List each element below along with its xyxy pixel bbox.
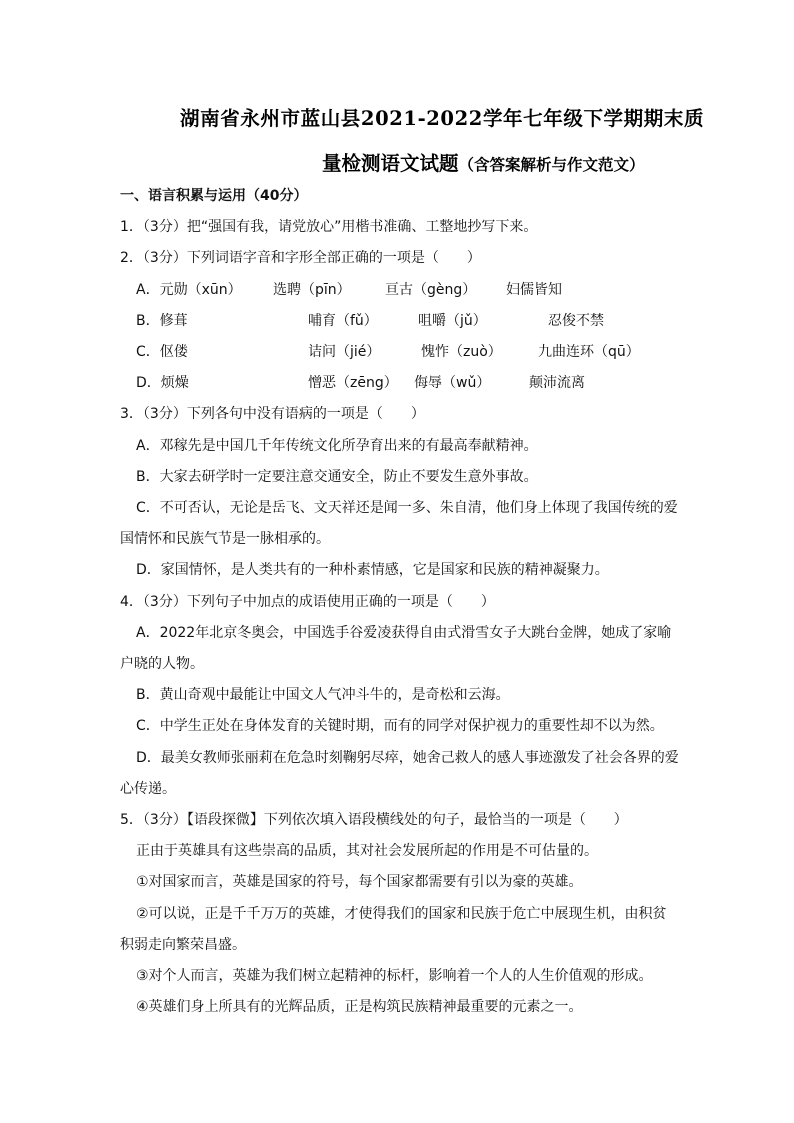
q2-option-d-word1: D．烦燥 xyxy=(136,375,189,391)
q2-option-b-word2: 哺育（fǔ） xyxy=(308,313,378,329)
q2-option-c-word2: 诘问（jié） xyxy=(308,344,381,360)
q2-option-a-word1: A．元勋（xūn） xyxy=(136,282,242,298)
q5-sentence-2-line2: 积弱走向繁荣昌盛。 xyxy=(120,937,246,953)
q3-option-a: A．邓稼先是中国几千年传统文化所孕育出来的有最高奉献精神。 xyxy=(136,438,538,454)
question-2-stem: 2．（3分）下列词语字音和字形全部正确的一项是（ ） xyxy=(120,250,481,266)
q2-option-b-word4: 忍俊不禁 xyxy=(548,313,604,329)
question-5-stem: 5．（3分）【语段探微】下列依次填入语段横线处的句子，最恰当的一项是（ ） xyxy=(120,812,628,828)
q5-passage-intro: 正由于英雄具有这些崇高的品质，其对社会发展所起的作用是不可估量的。 xyxy=(136,843,598,859)
q4-option-c: C．中学生正处在身体发育的关键时期，而有的同学对保护视力的重要性却不以为然。 xyxy=(136,718,664,734)
question-4-stem: 4．（3分）下列句子中加点的成语使用正确的一项是（ ） xyxy=(120,594,495,610)
q2-option-d-word3: 侮辱（wǔ） xyxy=(414,375,491,391)
q4-option-d-line2: 心传递。 xyxy=(120,781,176,797)
q3-option-c-line1: C．不可否认，无论是岳飞、文天祥还是闻一多、朱自清，他们身上体现了我国传统的爱 xyxy=(136,500,678,516)
doc-title-main: 量检测语文试题 xyxy=(322,152,459,175)
q2-option-b-word3: 咀嚼（jǔ） xyxy=(418,313,487,329)
q3-option-b: B．大家去研学时一定要注意交通安全，防止不要发生意外事故。 xyxy=(136,469,538,485)
q2-option-d-word2: 憎恶（zēng） xyxy=(308,375,398,391)
q2-option-a-word3: 亘古（gèng） xyxy=(385,282,477,298)
q3-option-d: D．家国情怀，是人类共有的一种朴素情感，它是国家和民族的精神凝聚力。 xyxy=(136,562,609,578)
q2-option-a-word2: 选聘（pīn） xyxy=(273,282,351,298)
q2-option-c-word4: 九曲连环（qū） xyxy=(538,344,640,360)
q5-sentence-2-line1: ②可以说，正是千千万万的英雄，才使得我们的国家和民族于危亡中展现生机，由积贫 xyxy=(136,906,667,922)
question-1-stem: 1．（3分）把“强国有我，请党放心”用楷书准确、工整地抄写下来。 xyxy=(120,219,538,235)
q2-option-c-word1: C．伛偻 xyxy=(136,344,188,360)
q2-option-b-word1: B．修葺 xyxy=(136,313,188,329)
doc-title-subtitle: （含答案解析与作文范文） xyxy=(458,155,645,174)
q4-option-a-line1: A．2022年北京冬奥会，中国选手谷爱凌获得自由式滑雪女子大跳台金牌，她成了家喻 xyxy=(136,625,672,641)
q3-option-c-line2: 国情怀和民族气节是一脉相承的。 xyxy=(120,531,330,547)
q2-option-d-word4: 颠沛流离 xyxy=(529,375,585,391)
q4-option-a-line2: 户晓的人物。 xyxy=(120,656,204,672)
q4-option-d-line1: D．最美女教师张丽莉在危急时刻鞠躬尽瘁，她舍己救人的感人事迹激发了社会各界的爱 xyxy=(136,750,679,766)
doc-title-line1: 湖南省永州市蓝山县2021-2022学年七年级下学期期末质 xyxy=(180,107,705,130)
doc-title-line2 xyxy=(322,148,645,176)
q4-option-b: B．黄山奇观中最能让中国文人气冲斗牛的，是奇松和云海。 xyxy=(136,687,510,703)
q2-option-a-word4: 妇儒皆知 xyxy=(506,282,562,298)
q5-sentence-1: ①对国家而言，英雄是国家的符号，每个国家都需要有引以为豪的英雄。 xyxy=(136,874,583,890)
q5-sentence-4: ④英雄们身上所具有的光辉品质，正是构筑民族精神最重要的元素之一。 xyxy=(136,999,583,1015)
section-heading: 一、语言积累与运用（40分） xyxy=(120,188,308,204)
q5-sentence-3: ③对个人而言，英雄为我们树立起精神的标杆，影响着一个人的人生价值观的形成。 xyxy=(136,968,653,984)
question-3-stem: 3．（3分）下列各句中没有语病的一项是（ ） xyxy=(120,406,425,422)
q2-option-c-word3: 愧怍（zuò） xyxy=(421,344,502,360)
